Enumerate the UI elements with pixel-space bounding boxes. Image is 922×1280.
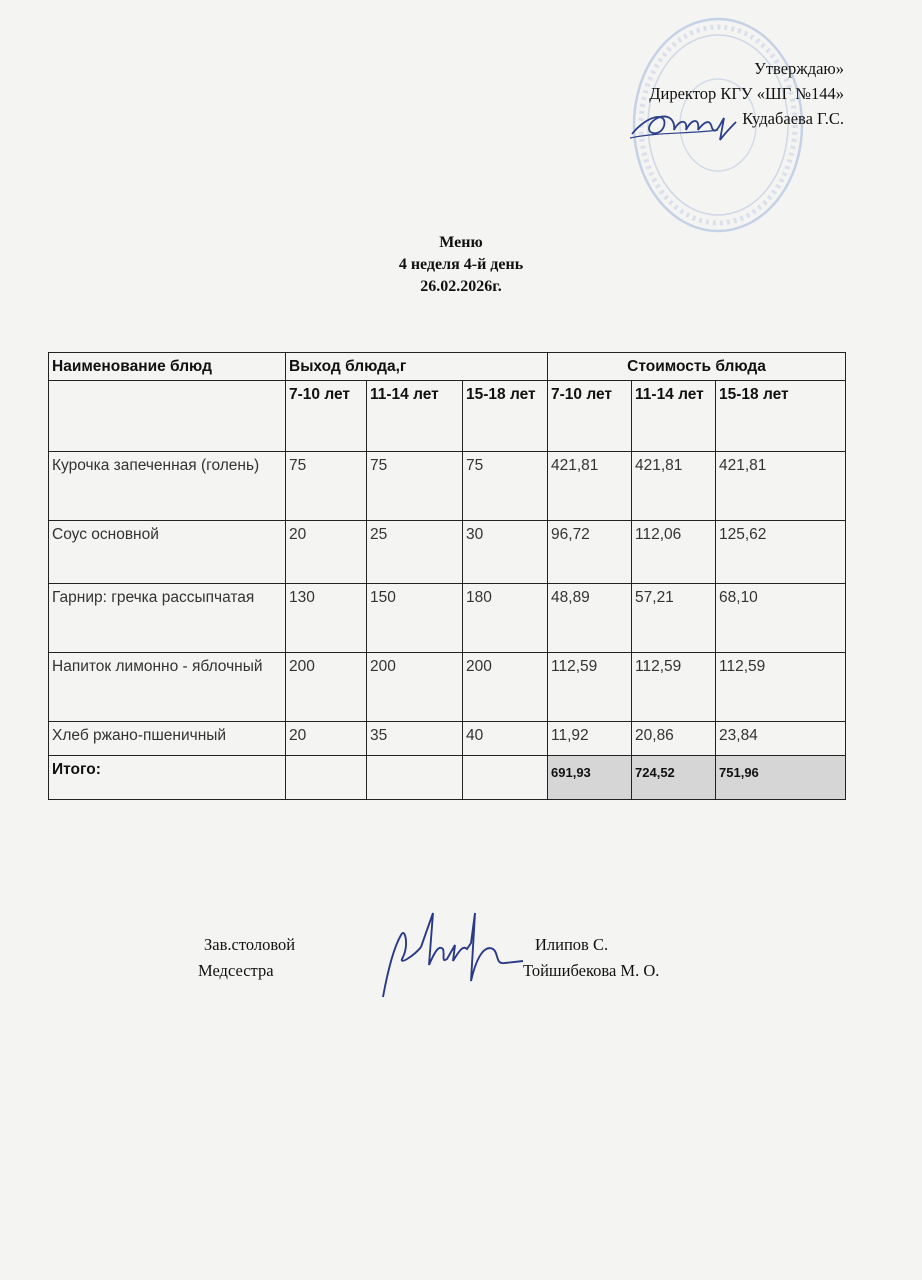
name-nurse: Тойшибекова М. О. <box>523 961 660 980</box>
cost-cell: 23,84 <box>716 722 846 756</box>
table-row <box>49 653 846 722</box>
role-nurse: Медсестра <box>198 961 274 980</box>
yield-cell: 30 <box>463 521 548 584</box>
header-cost: Стоимость блюда <box>548 353 846 381</box>
total-cost: 724,52 <box>632 756 716 800</box>
cost-cell: 421,81 <box>716 452 846 521</box>
cost-cell: 112,06 <box>632 521 716 584</box>
menu-subtitle: 4 неделя 4-й день <box>398 256 524 273</box>
approval-line-2: Директор КГУ «ШГ №144» <box>649 84 844 103</box>
dish-name: Курочка запеченная (голень) <box>49 452 286 521</box>
dish-name: Напиток лимонно - яблочный <box>49 653 286 722</box>
signature-names <box>523 932 659 984</box>
yield-cell: 40 <box>463 722 548 756</box>
header-age: 7-10 лет <box>286 381 367 452</box>
header-row-1 <box>49 353 846 381</box>
handwritten-signature <box>375 905 525 1001</box>
menu-heading <box>0 232 922 298</box>
cost-cell: 421,81 <box>548 452 632 521</box>
total-cost: 751,96 <box>716 756 846 800</box>
cost-cell: 125,62 <box>716 521 846 584</box>
header-empty <box>49 381 286 452</box>
approval-line-3: Кудабаева Г.С. <box>742 109 844 128</box>
cost-cell: 48,89 <box>548 584 632 653</box>
header-row-2 <box>49 381 846 452</box>
table-row <box>49 521 846 584</box>
cost-cell: 421,81 <box>632 452 716 521</box>
total-label: Итого: <box>49 756 286 800</box>
cost-cell: 112,59 <box>548 653 632 722</box>
yield-cell: 75 <box>463 452 548 521</box>
name-canteen-head: Илипов С. <box>535 935 609 954</box>
yield-cell: 200 <box>463 653 548 722</box>
table-row <box>49 584 846 653</box>
cost-cell: 112,59 <box>716 653 846 722</box>
total-empty <box>367 756 463 800</box>
menu-date: 26.02.2026г. <box>420 278 502 295</box>
yield-cell: 20 <box>286 521 367 584</box>
header-dish-name: Наименование блюд <box>49 353 286 381</box>
yield-cell: 180 <box>463 584 548 653</box>
cost-cell: 57,21 <box>632 584 716 653</box>
signature-roles <box>198 932 295 984</box>
dish-name: Гарнир: гречка рассыпчатая <box>49 584 286 653</box>
menu-table <box>48 352 846 800</box>
cost-cell: 11,92 <box>548 722 632 756</box>
yield-cell: 35 <box>367 722 463 756</box>
yield-cell: 200 <box>367 653 463 722</box>
director-signature <box>628 104 738 144</box>
header-age: 15-18 лет <box>463 381 548 452</box>
yield-cell: 75 <box>367 452 463 521</box>
header-age: 7-10 лет <box>548 381 632 452</box>
total-row <box>49 756 846 800</box>
yield-cell: 130 <box>286 584 367 653</box>
header-age: 11-14 лет <box>632 381 716 452</box>
yield-cell: 25 <box>367 521 463 584</box>
cost-cell: 68,10 <box>716 584 846 653</box>
yield-cell: 150 <box>367 584 463 653</box>
role-canteen-head: Зав.столовой <box>204 935 296 954</box>
table-row <box>49 452 846 521</box>
cost-cell: 20,86 <box>632 722 716 756</box>
approval-line-1: Утверждаю» <box>754 59 844 78</box>
table-row <box>49 722 846 756</box>
yield-cell: 200 <box>286 653 367 722</box>
dish-name: Хлеб ржано-пшеничный <box>49 722 286 756</box>
menu-title: Меню <box>439 234 483 251</box>
yield-cell: 75 <box>286 452 367 521</box>
yield-cell: 20 <box>286 722 367 756</box>
total-cost: 691,93 <box>548 756 632 800</box>
header-age: 11-14 лет <box>367 381 463 452</box>
cost-cell: 112,59 <box>632 653 716 722</box>
total-empty <box>463 756 548 800</box>
total-empty <box>286 756 367 800</box>
cost-cell: 96,72 <box>548 521 632 584</box>
header-age: 15-18 лет <box>716 381 846 452</box>
dish-name: Соус основной <box>49 521 286 584</box>
header-yield: Выход блюда,г <box>286 353 548 381</box>
